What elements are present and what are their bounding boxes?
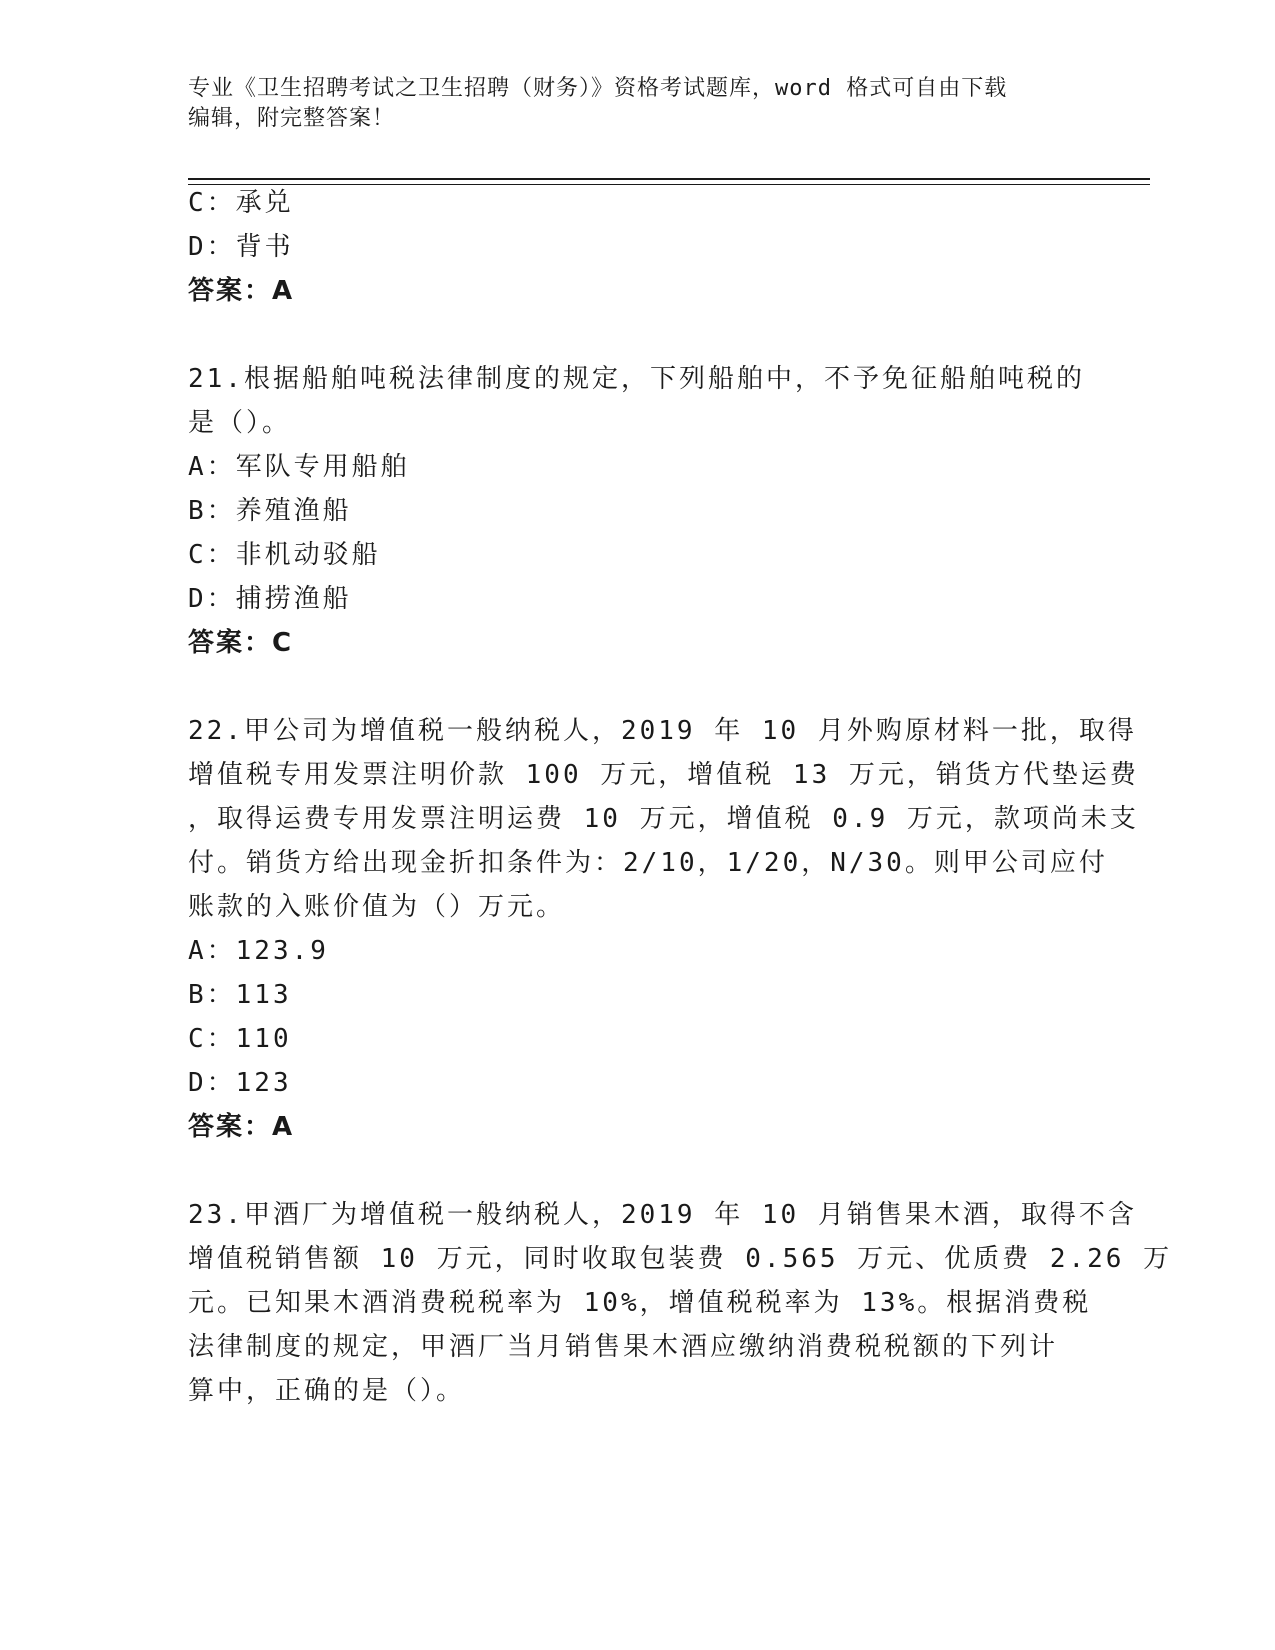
option-c: C：承兑 <box>188 188 294 218</box>
question-stem: 增值税专用发票注明价款 100 万元，增值税 13 万元，销货方代垫运费 <box>188 760 1139 790</box>
question-stem: 是（）。 <box>188 408 292 438</box>
header-line: 编辑，附完整答案！ <box>188 106 396 131</box>
answer: 答案：A <box>188 276 295 306</box>
option-d: D：123 <box>188 1068 292 1098</box>
option-a: A：123.9 <box>188 936 329 966</box>
option-a: A：军队专用船舶 <box>188 452 410 482</box>
question-stem: 账款的入账价值为（）万元。 <box>188 892 566 922</box>
question-stem: 元。已知果木酒消费税税率为 10%，增值税税率为 13%。根据消费税 <box>188 1288 1092 1318</box>
answer: 答案：C <box>188 628 294 658</box>
question-stem: ，取得运费专用发票注明运费 10 万元，增值税 0.9 万元，款项尚未支 <box>188 804 1139 834</box>
option-b: B：养殖渔船 <box>188 496 352 526</box>
option-d: D：捕捞渔船 <box>188 584 352 614</box>
question-stem: 21.根据船舶吨税法律制度的规定，下列船舶中，不予免征船舶吨税的 <box>188 364 1085 394</box>
header-line: 专业《卫生招聘考试之卫生招聘（财务）》资格考试题库，word 格式可自由下载 <box>188 76 1008 101</box>
header-divider <box>188 178 1150 180</box>
question-stem: 增值税销售额 10 万元，同时收取包装费 0.565 万元、优质费 2.26 万 <box>188 1244 1173 1274</box>
header-divider-thin <box>188 184 1150 185</box>
option-c: C：非机动驳船 <box>188 540 381 570</box>
question-stem: 付。销货方给出现金折扣条件为：2/10，1/20，N/30。则甲公司应付 <box>188 848 1108 878</box>
option-c: C：110 <box>188 1024 292 1054</box>
option-d: D：背书 <box>188 232 294 262</box>
question-stem: 算中，正确的是（）。 <box>188 1376 466 1406</box>
answer: 答案：A <box>188 1112 295 1142</box>
question-stem: 法律制度的规定，甲酒厂当月销售果木酒应缴纳消费税税额的下列计 <box>188 1332 1059 1362</box>
question-stem: 23.甲酒厂为增值税一般纳税人，2019 年 10 月销售果木酒，取得不含 <box>188 1200 1137 1230</box>
page-header <box>188 74 1088 134</box>
option-b: B：113 <box>188 980 292 1010</box>
question-stem: 22.甲公司为增值税一般纳税人，2019 年 10 月外购原材料一批，取得 <box>188 716 1137 746</box>
